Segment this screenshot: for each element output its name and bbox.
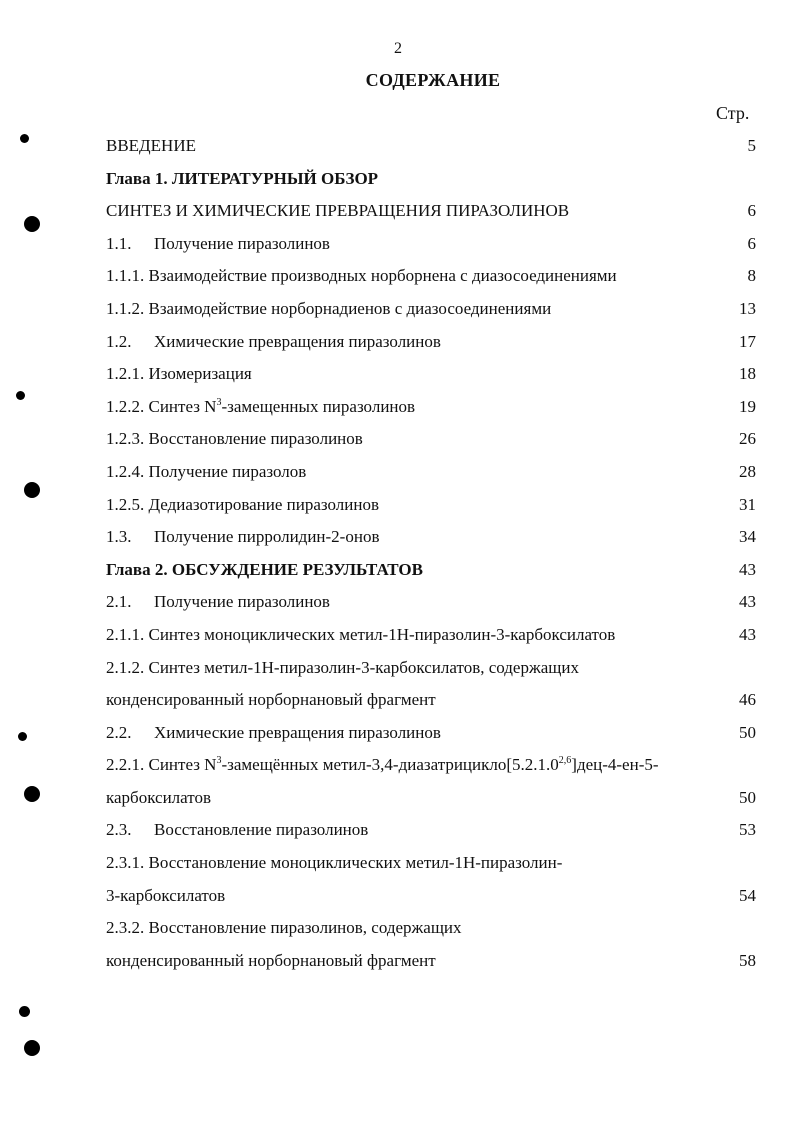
page-number: 2 [394, 40, 402, 57]
toc-entry-title: конденсированный норборнановый фрагмент [106, 690, 436, 710]
toc-entry [106, 945, 756, 978]
toc-entry [106, 652, 756, 685]
toc-entry-title: Глава 1. ЛИТЕРАТУРНЫЙ ОБЗОР [106, 168, 379, 188]
toc-entry [106, 358, 756, 391]
toc-entry [106, 228, 756, 261]
toc-entry [106, 521, 756, 554]
toc-entry [106, 912, 756, 945]
toc-entry-title: 2.3.1. Восстановление моноциклических метил-1Н-пиразолин- [106, 853, 563, 873]
toc-entry-title: 1.2.3. Восстановление пиразолинов [106, 429, 363, 449]
toc-entry-title: 1.2.5. Дедиазотирование пиразолинов [106, 494, 380, 514]
toc-entry-page: 58 [739, 950, 756, 970]
toc-entry-number: 1.1. [106, 233, 132, 253]
toc-entry-page: 17 [739, 331, 756, 351]
toc-entry-page: 26 [739, 429, 756, 449]
toc-entry-title: 2.1.1. Синтез моноциклических метил-1Н-пиразолин-3-карбоксилатов [106, 624, 616, 644]
toc-entry [106, 814, 756, 847]
toc-entry-title: 2.1.2. Синтез метил-1Н-пиразолин-3-карбоксилатов, содержащих [106, 657, 579, 677]
toc-entry-title: ВВЕДЕНИЕ [106, 136, 196, 155]
punch-hole-icon [19, 1006, 30, 1017]
toc-entry-page: 31 [739, 494, 756, 514]
toc-entry-title: Восстановление пиразолинов [154, 820, 369, 840]
toc-entry-title: 1.2.4. Получение пиразолов [106, 461, 307, 481]
punch-hole-icon [18, 732, 27, 741]
punch-hole-icon [16, 391, 25, 400]
toc-entry-page: 6 [747, 201, 756, 221]
toc-entry [106, 293, 756, 326]
page-column-label: Стр. [716, 103, 750, 123]
toc-entry-page: 43 [739, 592, 756, 612]
toc-entry [106, 586, 756, 619]
toc-entry [106, 423, 756, 456]
toc-entry-title: 1.2.2. Синтез $N^3$-замещенных пиразолинов [106, 396, 416, 416]
toc-entry-title: Получение пиразолинов [154, 592, 330, 612]
toc-entry-page: 54 [739, 885, 756, 905]
punch-hole-icon [24, 1040, 40, 1056]
toc-entry [106, 391, 756, 424]
toc-entry [106, 847, 756, 880]
toc-entry-page: 46 [739, 690, 756, 710]
page-title: СОДЕРЖАНИЕ [365, 70, 501, 90]
toc-entry-page: 50 [739, 787, 756, 807]
toc-entry-page: 13 [739, 298, 756, 318]
toc-entry-page: 19 [739, 396, 756, 416]
toc-entry-title: СИНТЕЗ И ХИМИЧЕСКИЕ ПРЕВРАЩЕНИЯ ПИРАЗОЛИНОВ [106, 201, 570, 221]
toc-entry [106, 749, 756, 782]
toc-entry-page: 43 [739, 559, 756, 579]
toc-entry [106, 163, 756, 196]
toc-entry [106, 619, 756, 652]
toc-entry-number: 1.2. [106, 331, 132, 351]
toc-entry [106, 684, 756, 717]
toc-entry-title: карбоксилатов [106, 787, 211, 807]
toc-entry [106, 195, 756, 228]
toc-entry-number: 2.1. [106, 592, 132, 612]
toc-entry [106, 880, 756, 913]
punch-hole-icon [24, 216, 40, 232]
toc-entry [106, 130, 756, 163]
punch-hole-icon [24, 786, 40, 802]
toc-entry-title: Глава 2. ОБСУЖДЕНИЕ РЕЗУЛЬТАТОВ [106, 559, 423, 579]
punch-hole-icon [24, 482, 40, 498]
toc-entry-page: 18 [739, 364, 756, 384]
toc-entry-number: 1.3. [106, 527, 132, 547]
toc-entry [106, 456, 756, 489]
toc-entry-page: 34 [739, 527, 756, 547]
toc-entry-title: Химические превращения пиразолинов [154, 722, 441, 742]
toc-entry-title: 3-карбоксилатов [106, 885, 226, 905]
table-of-contents [106, 130, 756, 977]
toc-entry-number: 2.2. [106, 722, 132, 742]
toc-entry-page: 6 [747, 233, 756, 253]
toc-entry-page: 28 [739, 461, 756, 481]
punch-hole-icon [20, 134, 29, 143]
toc-entry-title: Получение пирролидин-2-онов [154, 527, 380, 547]
toc-entry-title: 1.2.1. Изомеризация [106, 364, 252, 384]
toc-entry-page: 8 [747, 266, 756, 286]
toc-entry [106, 489, 756, 522]
toc-entry-title: 1.1.1. Взаимодействие производных норборнена с диазосоединениями [106, 266, 617, 286]
toc-entry [106, 717, 756, 750]
toc-entry-title: Химические превращения пиразолинов [154, 331, 441, 351]
toc-entry [106, 260, 756, 293]
toc-entry-title: 2.3.2. Восстановление пиразолинов, содержащих [106, 918, 462, 938]
toc-entry-title: 2.2.1. Синтез $N^3$-замещённых метил-3,4-диазатрицикло[5.2.1.0$^{2,6}$]дец-4-ен-5- [106, 755, 659, 775]
toc-entry-title: 1.1.2. Взаимодействие норборнадиенов с диазосоединениями [106, 298, 552, 318]
toc-entry-page: 43 [739, 624, 756, 644]
toc-entry-page: 50 [739, 722, 756, 742]
toc-entry [106, 554, 756, 587]
toc-entry [106, 782, 756, 815]
toc-entry-title: Получение пиразолинов [154, 233, 330, 253]
toc-entry-page: 53 [739, 820, 756, 840]
toc-entry-number: 2.3. [106, 820, 132, 840]
toc-entry [106, 326, 756, 359]
toc-entry-page: 5 [747, 136, 756, 155]
toc-entry-title: конденсированный норборнановый фрагмент [106, 950, 436, 970]
